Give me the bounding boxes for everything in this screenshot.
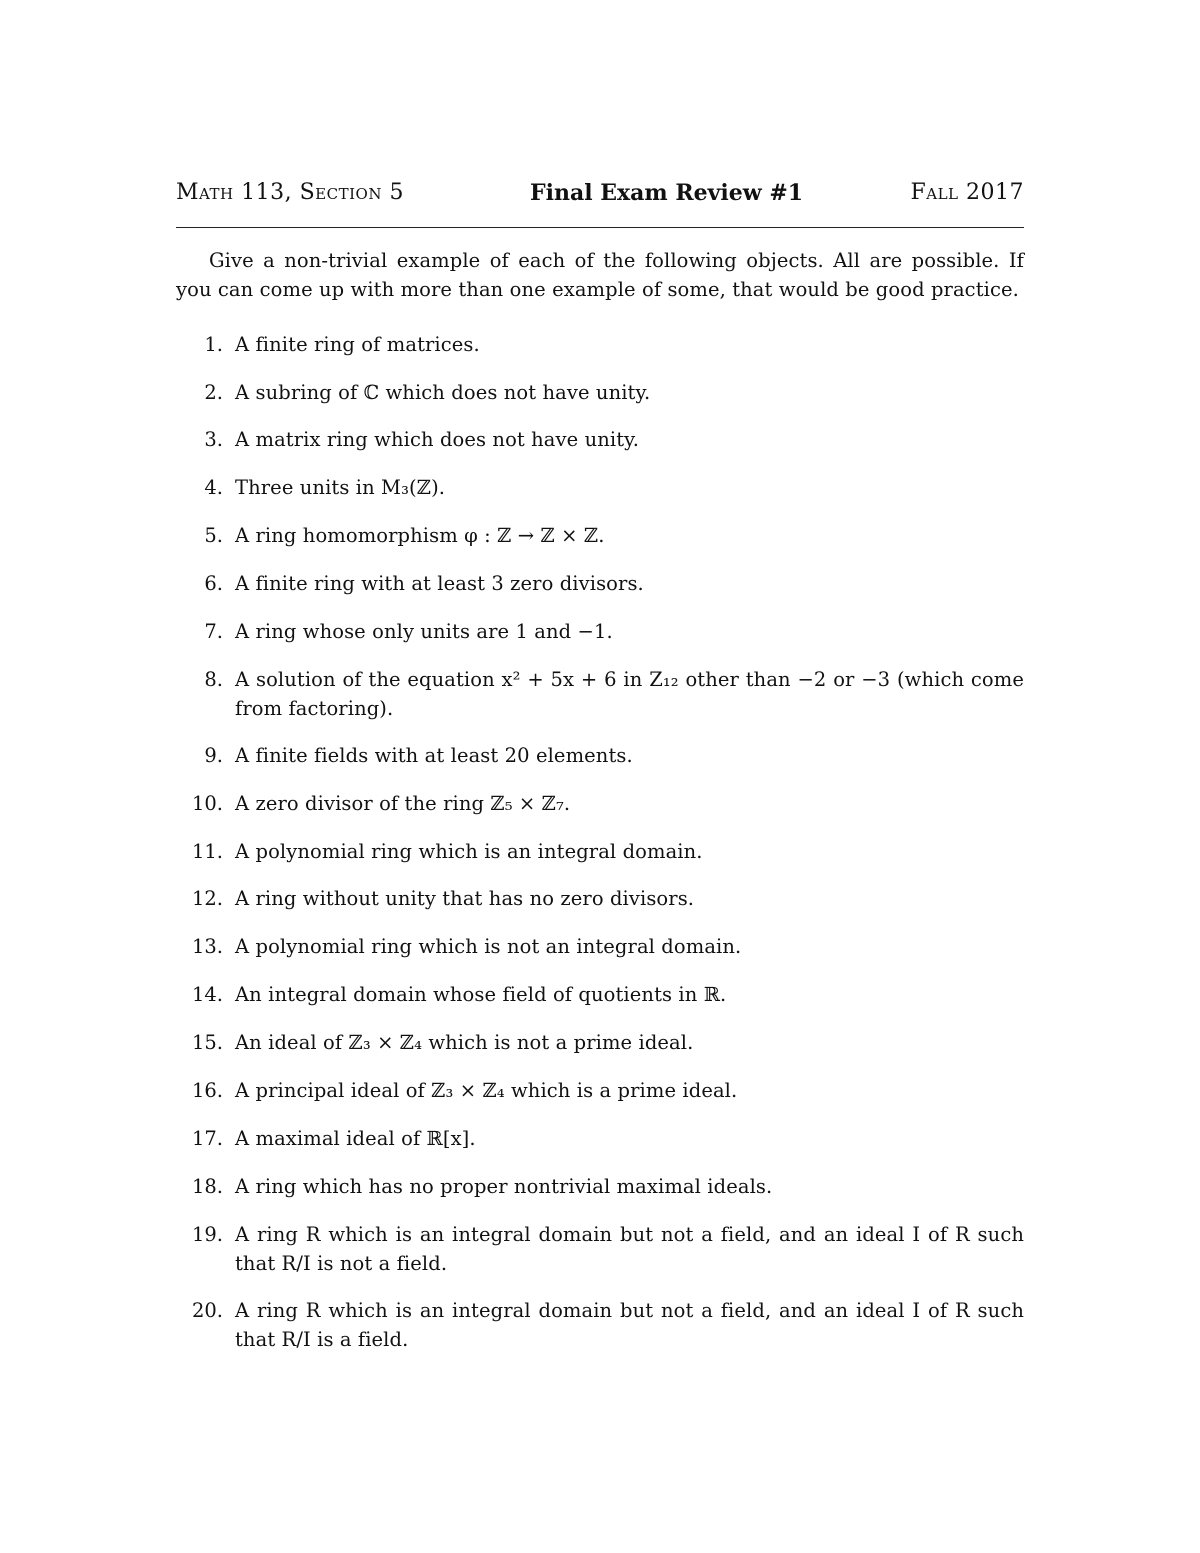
term-label: Fall 2017 [910,180,1024,205]
problem-text: A ring R which is an integral domain but not a field, and an ideal I of R such that R/I is a field. [235,1299,1024,1351]
problem-text: A ring homomorphism φ : ℤ → ℤ × ℤ. [235,524,605,547]
problem-text: A ring R which is an integral domain but not a field, and an ideal I of R such that R/I is not a field. [235,1223,1024,1275]
page-header [176,178,1024,212]
problem-number: 1. [204,333,223,356]
problem-text: A ring which has no proper nontrivial maximal ideals. [235,1175,773,1198]
problem-number: 15. [191,1031,223,1054]
document-title: Final Exam Review #1 [530,180,804,206]
problem-text: A finite ring of matrices. [235,333,480,356]
course-label: Math 113, Section 5 [176,180,404,205]
problem-number: 18. [191,1175,223,1198]
problem-number: 19. [191,1223,223,1246]
problem-text: A subring of ℂ which does not have unity. [235,381,651,404]
problem-text: Three units in M₃(ℤ). [235,476,446,499]
problem-number: 14. [191,983,223,1006]
problem-text: A ring whose only units are 1 and −1. [235,620,613,643]
instructions-paragraph: Give a non-trivial example of each of the following objects. All are possible. If you can come up with more than one example of some, that would be good practice. [176,249,1024,301]
problem-number: 7. [204,620,223,643]
problem-text: A ring without unity that has no zero divisors. [235,887,695,910]
problem-text: A finite ring with at least 3 zero divisors. [235,572,644,595]
problem-number: 3. [204,428,223,451]
problem-number: 4. [204,476,223,499]
problem-number: 9. [204,744,223,767]
problem-text: A polynomial ring which is an integral domain. [235,840,703,863]
problem-number: 20. [191,1299,223,1322]
problem-number: 6. [204,572,223,595]
header-divider [176,227,1024,228]
problem-text: A principal ideal of ℤ₃ × ℤ₄ which is a prime ideal. [235,1079,738,1102]
problem-number: 16. [191,1079,223,1102]
problem-number: 13. [191,935,223,958]
problem-text: A maximal ideal of ℝ[x]. [235,1127,476,1150]
problem-number: 11. [191,840,223,863]
problem-number: 17. [191,1127,223,1150]
problem-text: A zero divisor of the ring ℤ₅ × ℤ₇. [235,792,571,815]
problem-text: A finite fields with at least 20 elements. [235,744,633,767]
problem-number: 10. [191,792,223,815]
problem-number: 8. [204,668,223,691]
problem-text: An ideal of ℤ₃ × ℤ₄ which is not a prime ideal. [235,1031,694,1054]
problem-number: 2. [204,381,223,404]
problem-text: A matrix ring which does not have unity. [235,428,640,451]
problem-text: An integral domain whose field of quotients in ℝ. [235,983,727,1006]
problem-number: 12. [191,887,223,910]
problem-text: A solution of the equation x² + 5x + 6 in Z₁₂ other than −2 or −3 (which come from factoring). [235,668,1024,720]
problem-text: A polynomial ring which is not an integral domain. [235,935,742,958]
problem-number: 5. [204,524,223,547]
